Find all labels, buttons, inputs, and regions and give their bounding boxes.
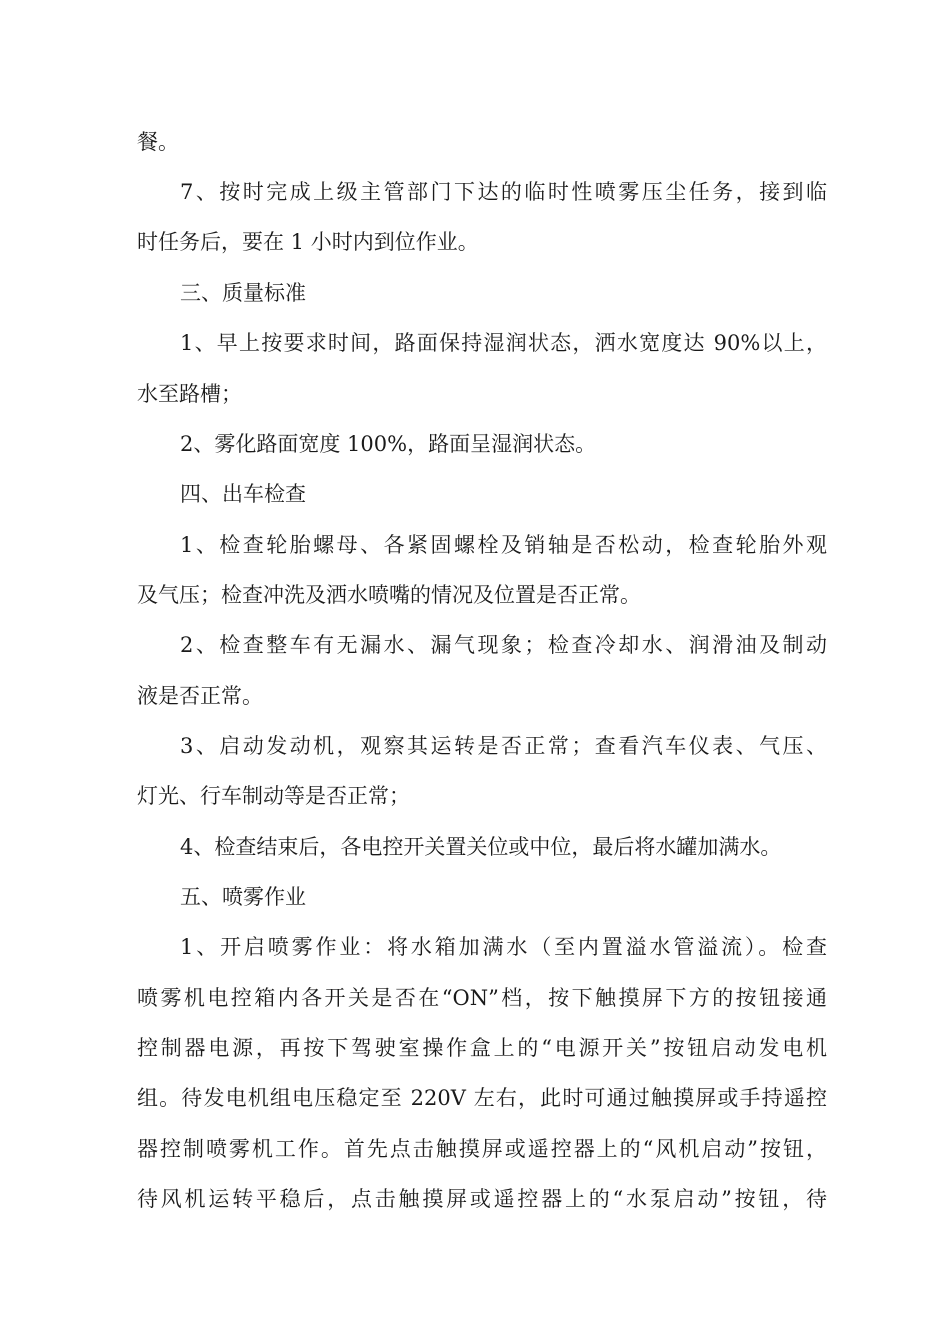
- section-heading: 三、质量标准: [180, 281, 306, 305]
- text-line: 器控制喷雾机工作。首先点击触摸屏或遥控器上的“风机启动”按钮，: [137, 1137, 827, 1161]
- text-line: 时任务后，要在 1 小时内到位作业。: [137, 230, 479, 254]
- text-line: 水至路槽；: [137, 382, 242, 406]
- text-line: 1、早上按要求时间，路面保持湿润状态，洒水宽度达 90%以上，: [180, 331, 827, 355]
- text-line: 1、开启喷雾作业：将水箱加满水（至内置溢水管溢流）。检查: [180, 935, 827, 959]
- section-heading: 四、出车检查: [180, 482, 306, 506]
- text-line: 餐。: [137, 130, 179, 154]
- text-line: 组。待发电机组电压稳定至 220V 左右，此时可通过触摸屏或手持遥控: [137, 1086, 827, 1110]
- section-heading: 五、喷雾作业: [180, 885, 306, 909]
- text-line: 2、雾化路面宽度 100%，路面呈湿润状态。: [180, 432, 597, 456]
- text-line: 喷雾机电控箱内各开关是否在“ON”档，按下触摸屏下方的按钮接通: [137, 986, 827, 1010]
- text-line: 液是否正常。: [137, 684, 263, 708]
- text-line: 4、检查结束后，各电控开关置关位或中位，最后将水罐加满水。: [180, 835, 782, 859]
- text-line: 控制器电源，再按下驾驶室操作盒上的“电源开关”按钮启动发电机: [137, 1036, 827, 1060]
- text-line: 3、启动发动机，观察其运转是否正常；查看汽车仪表、气压、: [180, 734, 827, 758]
- text-line: 1、检查轮胎螺母、各紧固螺栓及销轴是否松动，检查轮胎外观: [180, 533, 827, 557]
- text-line: 7、按时完成上级主管部门下达的临时性喷雾压尘任务，接到临: [180, 180, 827, 204]
- text-line: 灯光、行车制动等是否正常；: [137, 784, 410, 808]
- text-line: 待风机运转平稳后，点击触摸屏或遥控器上的“水泵启动”按钮，待: [137, 1187, 827, 1211]
- text-line: 2、检查整车有无漏水、漏气现象；检查冷却水、润滑油及制动: [180, 633, 827, 657]
- text-line: 及气压；检查冲洗及洒水喷嘴的情况及位置是否正常。: [137, 583, 641, 607]
